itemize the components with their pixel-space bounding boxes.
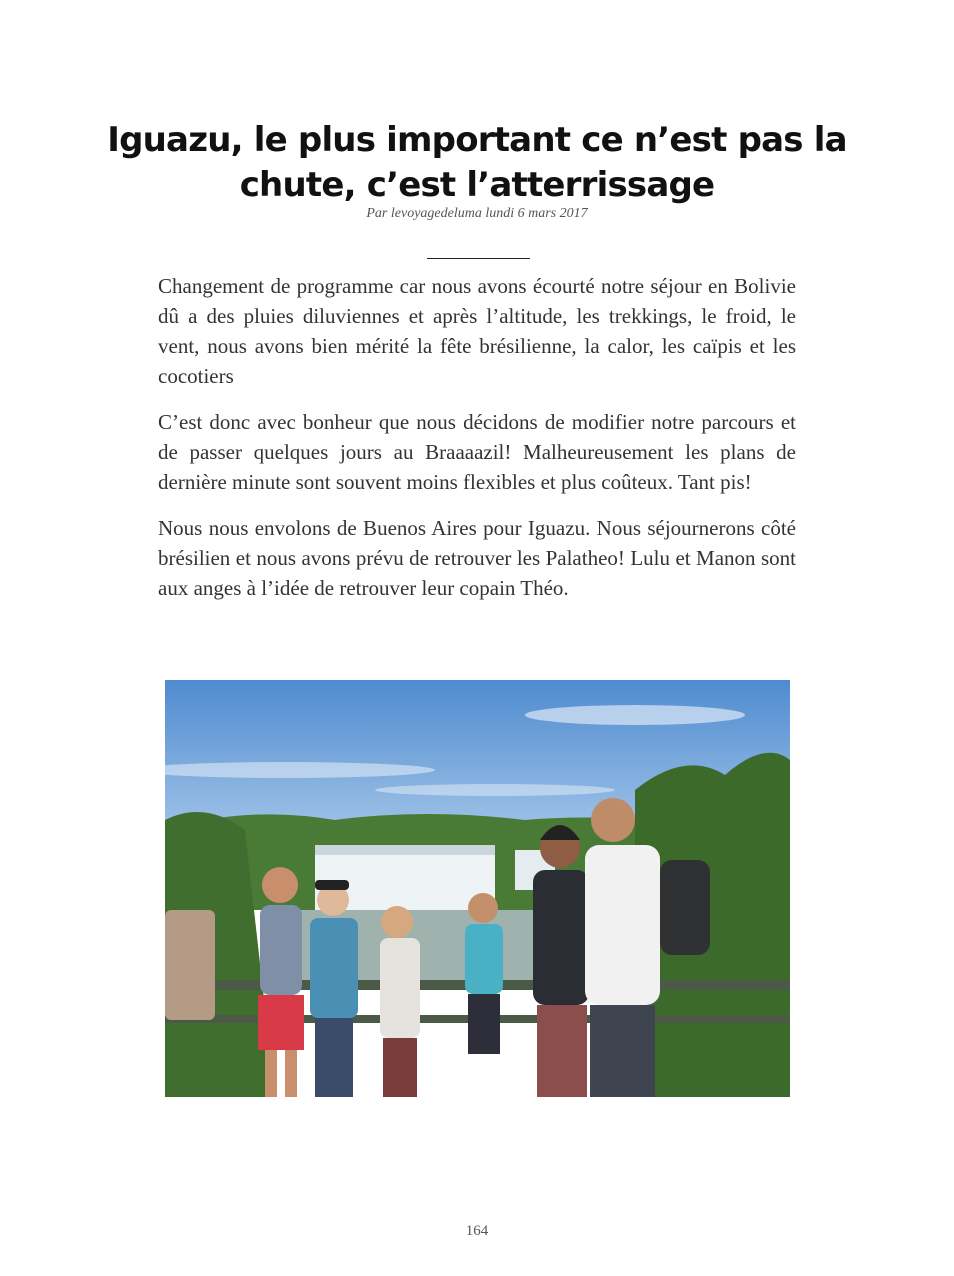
title-line-1: Iguazu, le plus important ce n’est pas la bbox=[107, 120, 847, 160]
tote-bag bbox=[165, 910, 215, 1020]
article-body bbox=[158, 271, 796, 619]
article-byline: Par levoyagedeluma lundi 6 mars 2017 bbox=[366, 206, 588, 221]
family-waterfall-photo bbox=[165, 680, 790, 1097]
photo-illustration bbox=[165, 680, 790, 1097]
title-line-2: chute, c’est l’atterrissage bbox=[239, 165, 715, 205]
paragraph-3: Nous nous envolons de Buenos Aires pour Iguazu. Nous séjournerons côté brésilien et nous avons prévu de retrouver les Palatheo! Lulu et Manon sont aux anges à l’idée de retrouver leur copain Théo. bbox=[158, 516, 796, 600]
page-number: 164 bbox=[465, 1223, 489, 1239]
cloud bbox=[375, 784, 615, 796]
cloud bbox=[525, 705, 745, 725]
waterfall-shade bbox=[315, 845, 495, 855]
article-title bbox=[100, 118, 854, 208]
paragraph-1: Changement de programme car nous avons écourté notre séjour en Bolivie dû a des pluies diluviennes et après l’altitude, les trekkings, le froid, le vent, nous avons bien mérité la fête brésilienne, la calor, les caïpis et les cocotiers bbox=[158, 274, 796, 388]
title-separator bbox=[427, 258, 530, 259]
paragraph-2: C’est donc avec bonheur que nous décidons de modifier notre parcours et de passer quelques jours au Braaaazil! Malheureusement les plans de dernière minute sont souvent moins flexibles et plus coûteux. Tant pis! bbox=[158, 410, 796, 494]
